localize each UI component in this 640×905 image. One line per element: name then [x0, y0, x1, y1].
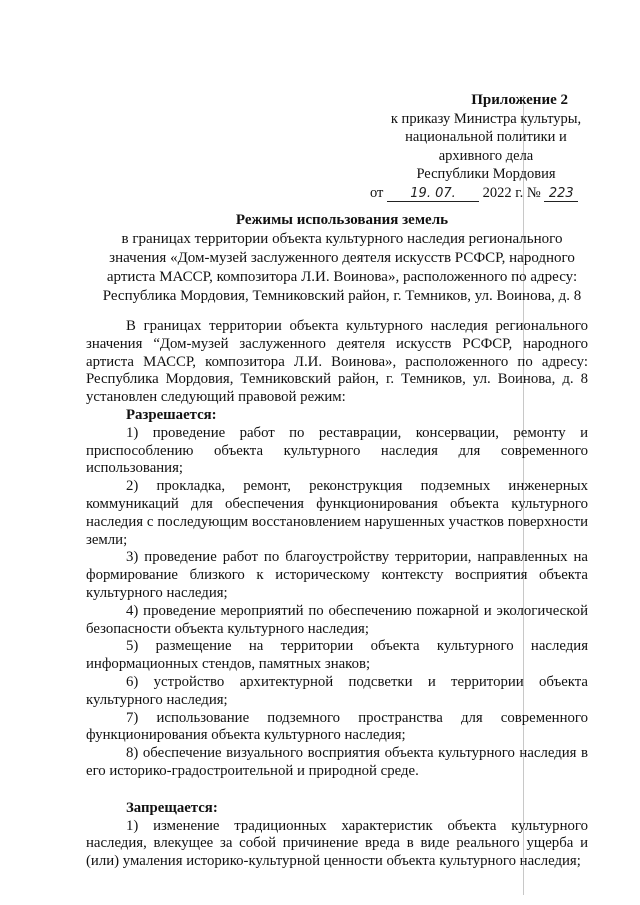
allowed-item: 2) прокладка, ремонт, реконструкция подземных инженерных коммуникаций для обеспечения функционирования объекта культурного наследия с последующим восстановлением нарушенных участков поверхности земли; [86, 478, 588, 548]
header-line: Республики Мордовия [416, 166, 556, 182]
header-line: к приказу Министра культуры, [390, 110, 582, 127]
allowed-heading: Разрешается: [126, 406, 217, 423]
title-line: артиста МАССР, композитора Л.И. Воинова», расположенного по адресу: [106, 269, 578, 285]
intro-paragraph: В границах территории объекта культурного наследия регионального значения “Дом-музей заслуженного деятеля искусств РСФСР, народного артиста МАССР, композитора Л.И. Воинова», расположенного по адресу: Республика Мордовия, Темниковский район, г. Темников, ул. Воинова, д. 8 установлен следующий правовой режим: [86, 318, 588, 406]
title-line: Республика Мордовия, Темниковский район, г. Темников, ул. Воинова, д. 8 [102, 288, 582, 304]
from-label: от [370, 184, 384, 201]
title-line: значения «Дом-музей заслуженного деятеля искусств РСФСР, народного [109, 250, 575, 266]
allowed-item: 8) обеспечение визуального восприятия объекта культурного наследия в его историко-градостроительной и природной среде. [86, 745, 588, 779]
header-line: национальной политики и [405, 129, 567, 145]
title-line: в границах территории объекта культурного наследия регионального [121, 231, 563, 247]
header-line: архивного дела [438, 147, 534, 164]
allowed-item: 7) использование подземного пространства для современного функционирования объекта культурного наследия; [86, 709, 588, 744]
handwritten-date: 19. 07. [387, 187, 479, 202]
year-label: 2022 г. № [482, 184, 541, 201]
forbidden-heading: Запрещается: [126, 799, 218, 816]
spacer [86, 781, 588, 800]
allowed-item: 3) проведение работ по благоустройству территории, направленных на формирование близкого к историческому контексту восприятия объекта культурного наследия; [86, 549, 588, 601]
forbidden-item: 1) изменение традиционных характеристик объекта культурного наследия, влекущее за собой причинение вреда в виде реального ущерба и (или) умаления историко-культурной ценности объекта культурного наследия; [86, 817, 588, 870]
title-main: Режимы использования земель [235, 212, 449, 228]
order-date-number [370, 184, 602, 203]
document-title [86, 211, 598, 306]
appendix-title: Приложение 2 [471, 92, 568, 108]
allowed-item: 6) устройство архитектурной подсветки и территории объекта культурного наследия; [86, 673, 588, 708]
allowed-item: 1) проведение работ по реставрации, консервации, ремонту и приспособлению объекта культурного наследия для современного использования; [86, 424, 588, 477]
allowed-item: 4) проведение мероприятий по обеспечению пожарной и экологической безопасности объекта культурного наследия; [86, 602, 588, 637]
appendix-header [370, 91, 602, 202]
handwritten-number: 223 [544, 187, 578, 202]
document-body [86, 318, 588, 871]
allowed-item: 5) размещение на территории объекта культурного наследия информационных стендов, памятных знаков; [86, 638, 588, 673]
